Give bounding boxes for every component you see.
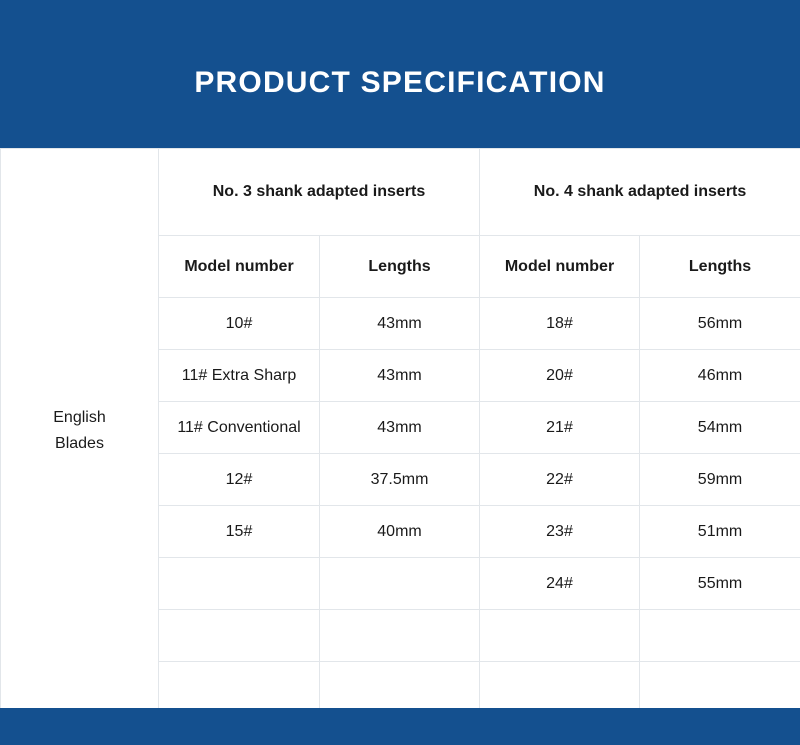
cell-model-number-1: 15# (159, 506, 320, 558)
cell-model-number-2: 18# (480, 298, 640, 350)
cell-model-number-1: 10# (159, 298, 320, 350)
cell-length-2: 54mm (640, 402, 800, 454)
cell-length-1 (320, 558, 480, 610)
cell-model-number-2 (480, 610, 640, 662)
cell-model-number-2: 24# (480, 558, 640, 610)
cell-model-number-1 (159, 558, 320, 610)
row-label-line-2: Blades (55, 435, 104, 452)
column-header-lengths-1: Lengths (320, 236, 480, 298)
cell-model-number-1: 11# Conventional (159, 402, 320, 454)
specification-table (0, 148, 800, 714)
table-row-group-headers (1, 149, 800, 236)
cell-length-1: 43mm (320, 350, 480, 402)
cell-length-2: 55mm (640, 558, 800, 610)
page-title: PRODUCT SPECIFICATION (194, 66, 606, 99)
cell-model-number-1 (159, 610, 320, 662)
cell-length-1 (320, 610, 480, 662)
cell-length-2 (640, 610, 800, 662)
cell-length-2: 46mm (640, 350, 800, 402)
column-header-model-number-1: Model number (159, 236, 320, 298)
cell-length-2: 51mm (640, 506, 800, 558)
group-header-shank-3: No. 3 shank adapted inserts (159, 149, 480, 236)
cell-length-2 (640, 662, 800, 714)
cell-length-1: 43mm (320, 298, 480, 350)
cell-length-1 (320, 662, 480, 714)
cell-model-number-2: 22# (480, 454, 640, 506)
row-label-line-1: English (53, 409, 106, 427)
cell-length-1: 37.5mm (320, 454, 480, 506)
group-header-shank-4: No. 4 shank adapted inserts (480, 149, 800, 236)
cell-model-number-2 (480, 662, 640, 714)
footer-band (0, 708, 800, 745)
cell-model-number-1: 11# Extra Sharp (159, 350, 320, 402)
column-header-model-number-2: Model number (480, 236, 640, 298)
cell-model-number-1 (159, 662, 320, 714)
cell-length-1: 43mm (320, 402, 480, 454)
cell-length-1: 40mm (320, 506, 480, 558)
cell-length-2: 56mm (640, 298, 800, 350)
header-band (0, 0, 800, 148)
cell-model-number-2: 23# (480, 506, 640, 558)
row-label-english-blades (1, 149, 159, 714)
specification-table-container (0, 148, 800, 708)
cell-model-number-2: 20# (480, 350, 640, 402)
cell-model-number-1: 12# (159, 454, 320, 506)
column-header-lengths-2: Lengths (640, 236, 800, 298)
cell-model-number-2: 21# (480, 402, 640, 454)
cell-length-2: 59mm (640, 454, 800, 506)
